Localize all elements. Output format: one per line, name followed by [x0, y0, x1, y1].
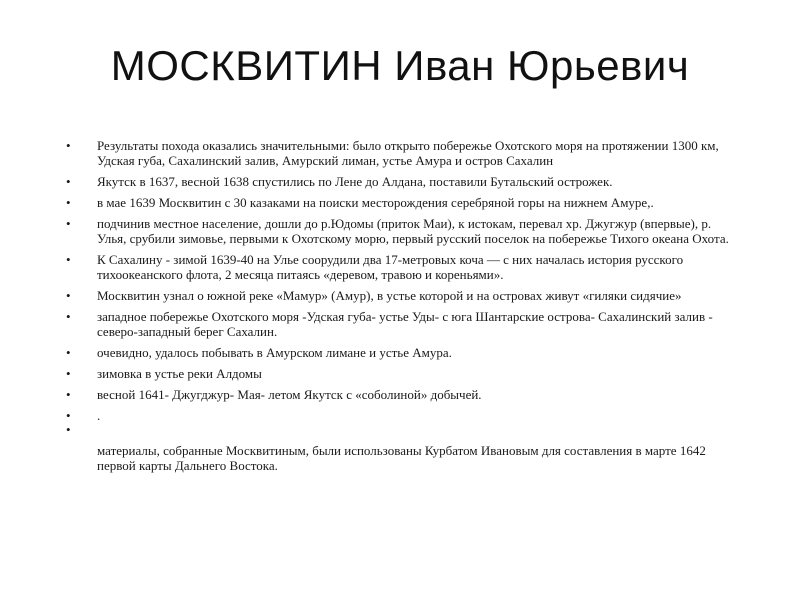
list-item-text: подчинив местное население, дошли до р.Юдомы (приток Маи), к истокам, перевал хр. Джугжур (впервые), р. Улья, срубили зимовье, первыми к Охотскому морю, первый русский поселок на побережье Тихого океана Охота. — [97, 216, 729, 246]
slide-title: МОСКВИТИН Иван Юрьевич — [110, 42, 690, 89]
list-item-text: . — [97, 408, 101, 423]
list-item — [66, 309, 736, 339]
list-item-text: западное побережье Охотского моря -Удская губа- устье Уды- с юга Шантарские острова- Сахалинский залив - северо-западный берег Сахалин. — [97, 309, 713, 339]
list-item-text: Результаты похода оказались значительными: было открыто побережье Охотского моря на протяжении 1300 км, Удская губа, Сахалинский залив, Амурский лиман, устье Амура и остров Сахалин — [97, 138, 719, 168]
list-item — [66, 195, 736, 210]
list-item-text: весной 1641- Джугджур- Мая- летом Якутск с «соболиной» добычей. — [97, 387, 482, 402]
list-item — [66, 138, 736, 168]
bullet-icon: • — [66, 309, 71, 324]
list-item-text: материалы, собранные Москвитиным, были использованы Курбатом Ивановым для составления в марте 1642 первой карты Дальнего Востока. — [97, 443, 706, 473]
bullet-icon: • — [66, 216, 71, 231]
bullet-icon: • — [66, 138, 71, 153]
list-item — [66, 345, 736, 360]
list-item-text: очевидно, удалось побывать в Амурском лимане и устье Амура. — [97, 345, 452, 360]
list-item — [66, 252, 736, 282]
list-item-text: К Сахалину - зимой 1639-40 на Улье соорудили два 17-метровых коча — с них началась история русского тихоокеанского флота, 2 месяца питаясь «деревом, травою и кореньями». — [97, 252, 684, 282]
list-item — [66, 422, 736, 473]
list-item-text: зимовка в устье реки Алдомы — [97, 366, 262, 381]
list-item-text: в мае 1639 Москвитин с 30 казаками на поиски месторождения серебряной горы на нижнем Амуре,. — [97, 195, 654, 210]
list-item-text: Якутск в 1637, весной 1638 спустились по Лене до Алдана, поставили Бутальский острожек. — [97, 174, 613, 189]
bullet-icon: • — [66, 174, 71, 189]
list-item — [66, 387, 736, 402]
bullet-icon: • — [66, 252, 71, 267]
bullet-list — [66, 138, 736, 479]
list-item — [66, 216, 736, 246]
bullet-icon: • — [66, 408, 71, 423]
list-item-text: Москвитин узнал о южной реке «Мамур» (Амур), в устье которой и на островах живут «гиляки сидячие» — [97, 288, 682, 303]
list-item — [66, 408, 736, 423]
bullet-icon: • — [66, 387, 71, 402]
bullet-icon: • — [66, 195, 71, 210]
list-item — [66, 366, 736, 381]
bullet-icon: • — [66, 366, 71, 381]
list-item — [66, 174, 736, 189]
bullet-icon: • — [66, 288, 71, 303]
bullet-icon: • — [66, 345, 71, 360]
list-item — [66, 288, 736, 303]
bullet-icon: • — [66, 422, 71, 437]
